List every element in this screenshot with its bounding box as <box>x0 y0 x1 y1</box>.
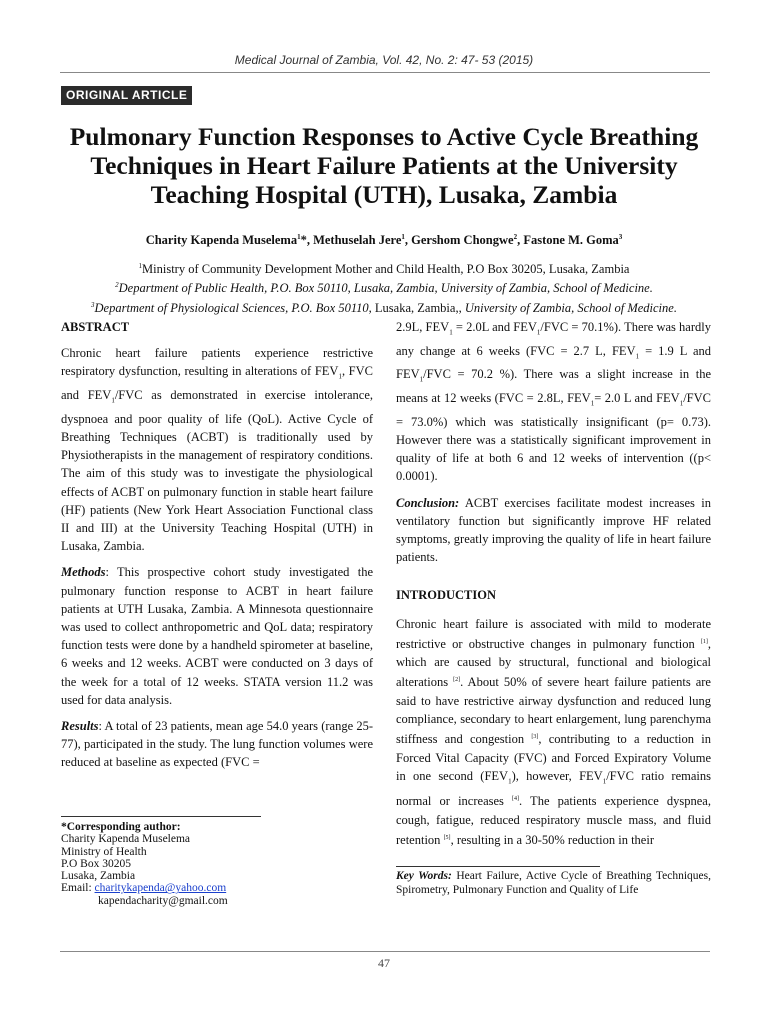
intro-text: , contributing to a reduction in Forced Vital Capacity (FVC) and Forced Expiratory Volume in one second (FEV <box>396 732 711 783</box>
results-text: = 2.0L and FEV <box>452 320 537 334</box>
conclusion-label: Conclusion: <box>396 495 460 510</box>
results-text: 2.9L, FEV <box>396 320 450 334</box>
abstract-results-continued <box>396 318 711 486</box>
affiliation-1 <box>0 262 768 277</box>
author-sup: 2 <box>513 233 518 241</box>
article-type-badge: ORIGINAL ARTICLE <box>61 86 192 105</box>
affiliation-3 <box>0 301 768 316</box>
abstract-background <box>61 344 373 555</box>
citation: [3] <box>531 734 539 741</box>
subscript: 1 <box>111 396 115 405</box>
methods-text: : This prospective cohort study investigated the pulmonary function response to ACBT in heart failure patients at UTH Lusaka, Zambia. A Minnesota questionnaire was used to collect anthropometric and QoL data; respiratory function tests were done by a handheld spirometer at baseline, 6 weeks and 12 weeks. ACBT were conducted on 3 days of the week for a total of 12 weeks. STATA version 11.2 was used for data analysis. <box>61 565 373 707</box>
abstract-text: /FVC as demonstrated in exercise intolerance, dyspnoea and poor quality of life (QoL). Active Cycle of Breathing Techniques (ACBT) is traditionally used by Physiotherapists in the management of respiratory conditions. The aim of this study was to investigate the physiological effects of ACBT on pulmonary function in stable heart failure (HF) patients (New York Heart Association Functional class II and III) at the University Teaching Hospital (UTH) in Lusaka, Zambia. <box>61 388 373 554</box>
author-sup: 1 <box>401 233 405 241</box>
subscript: 1 <box>590 399 595 408</box>
footer-rule <box>60 951 710 952</box>
citation: [1] <box>700 638 708 645</box>
intro-text: , resulting in a 30-50% reduction in their <box>450 833 654 848</box>
keywords-text: Heart Failure, Active Cycle of Breathing Techniques, Spirometry, Pulmonary Function and Quality of Life <box>396 870 711 896</box>
keywords-label: Key Words: <box>396 870 452 882</box>
subscript: 1 <box>635 352 640 361</box>
left-column <box>61 318 373 780</box>
citation: [2] <box>453 677 461 684</box>
introduction-paragraph <box>396 615 711 850</box>
conclusion-text: ACBT exercises facilitate modest increases in ventilatory function but significantly improve HF related symptoms, greatly improving the quality of life in heart failure patients. <box>396 495 711 565</box>
affiliation-text: Lusaka, Zambia,, <box>371 301 462 316</box>
email-secondary: kapendacharity@gmail.com <box>98 894 228 907</box>
corresponding-box: P.O Box 30205 <box>61 857 131 870</box>
results-text: /FVC = 70.1%). There was hardly any change at 6 weeks (FVC = 2.7 L, FEV <box>396 320 711 358</box>
affiliation-2 <box>0 281 768 296</box>
results-text: : A total of 23 patients, mean age 54.0 years (range 25-77), participated in the study. The lung function volumes were reduced at baseline as expected (FVC = <box>61 719 373 770</box>
affiliation-sup: 2 <box>115 281 119 289</box>
affiliation-text: Department of Public Health, P.O. Box 50110, Lusaka, Zambia, University of Zambia, School of Medicine. <box>118 281 653 296</box>
intro-text: Chronic heart failure is associated with mild to moderate restrictive or obstructive changes in pulmonary function <box>396 616 711 651</box>
intro-text: /FVC ratio remains normal or increases <box>396 768 711 809</box>
intro-text: . About 50% of severe heart failure patients are said to have restrictive airway dysfunction and reduced lung compliance, secondary to heart enlargement, lung parenchyma stiffness and congestion <box>396 675 711 747</box>
author-name: Methuselah Jere <box>313 233 402 248</box>
paper-title: Pulmonary Function Responses to Active Cycle Breathing Techniques in Heart Failure Patients at the University Teaching Hospital (UTH), Lusaka, Zambia <box>69 122 699 209</box>
author-name: Fastone M. Goma <box>523 233 619 248</box>
introduction-heading: INTRODUCTION <box>396 588 497 603</box>
affiliation-sup: 3 <box>91 301 95 309</box>
subscript: 1 <box>449 328 453 337</box>
intro-text: . The patients experience dyspnea, cough, fatigue, reduced respiratory muscle mass, and fluid retention <box>396 794 711 848</box>
subscript: 1 <box>602 777 607 786</box>
corresponding-city: Lusaka, Zambia <box>61 870 136 883</box>
email-link-primary[interactable]: charitykapenda@yahoo.com <box>94 882 227 895</box>
header-rule <box>60 72 710 73</box>
abstract-text: Chronic heart failure patients experience restrictive respiratory dysfunction, resulting in alterations of FEV <box>61 346 373 379</box>
results-text: = 2.0 L and FEV <box>594 391 680 406</box>
subscript: 1 <box>419 375 424 384</box>
affiliation-sup: 1 <box>138 262 143 270</box>
abstract-text: , FVC and FEV <box>61 364 373 403</box>
corresponding-heading: *Corresponding author: <box>61 821 181 833</box>
affiliation-text: Department of Physiological Sciences, P.O. Box 50110, <box>94 301 372 316</box>
citation: [4] <box>512 796 520 803</box>
intro-text: ), however, FEV <box>511 768 603 783</box>
corresponding-author <box>61 821 381 907</box>
email-label: Email: <box>61 882 95 895</box>
author-name: Gershom Chongwe <box>411 233 514 248</box>
author-sup: 1 <box>297 233 301 241</box>
author-list: Charity Kapenda Muselema$^1$*, Methuselah Jere$^1$, Gershom Chongwe$^2$, Fastone M. Goma$^3$ <box>145 233 623 248</box>
affiliation-text: University of Zambia, School of Medicine. <box>461 301 677 316</box>
journal-header: Medical Journal of Zambia, Vol. 42, No. 2: 47- 53 (2015) <box>234 53 534 67</box>
abstract-results <box>61 717 373 772</box>
methods-label: Methods <box>61 565 106 580</box>
results-text: /FVC = 73.0%) which was statistically insignificant (p= 0.73). However there was a statistically significant improvement in quality of life at both 6 and 12 weeks of intervention ((p< 0.0001). <box>396 391 711 484</box>
abstract-heading: ABSTRACT <box>61 320 130 334</box>
right-column <box>396 318 711 857</box>
author-sup: 3 <box>618 233 623 241</box>
affiliation-text: Ministry of Community Development Mother and Child Health, P.O Box 30205, Lusaka, Zambia <box>142 262 630 277</box>
keywords <box>396 870 711 898</box>
corresponding-org: Ministry of Health <box>61 845 147 858</box>
corresponding-name: Charity Kapenda Muselema <box>61 833 191 846</box>
results-label: Results <box>61 719 99 734</box>
footnote-rule <box>61 816 261 817</box>
abstract-methods <box>61 563 373 709</box>
keywords-rule <box>396 866 600 867</box>
subscript: 1 <box>679 399 684 408</box>
subscript: 1 <box>536 328 541 337</box>
corresponding-email-line <box>61 882 381 894</box>
page-number: 47 <box>378 956 390 970</box>
intro-text: , which are caused by structural, functional and biological alterations <box>396 637 711 690</box>
abstract-conclusion <box>396 494 711 567</box>
results-text: /FVC = 70.2 %). There was a slight increase in the means at 12 weeks (FVC = 2.8L, FEV <box>396 367 711 406</box>
author-mark: * <box>300 233 307 248</box>
subscript: 1 <box>338 372 342 381</box>
citation: [5] <box>443 835 451 841</box>
author-name: Charity Kapenda Muselema <box>145 233 298 248</box>
results-text: = 1.9 L and FEV <box>396 343 711 382</box>
subscript: 1 <box>508 777 512 786</box>
